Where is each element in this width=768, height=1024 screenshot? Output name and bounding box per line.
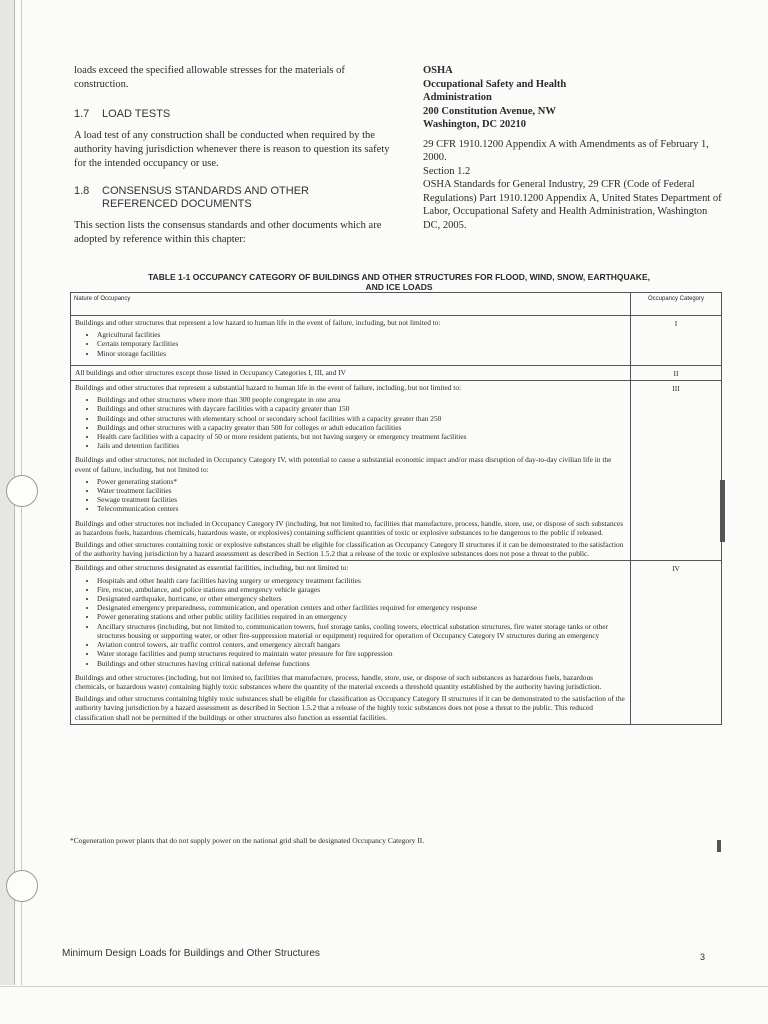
right-column [423, 64, 723, 232]
table-footnote: *Cogeneration power plants that do not supply power on the national grid shall be designated Occupancy Category II. [70, 836, 425, 845]
nature-cell: Buildings and other structures designated as essential facilities, including, but not limited to: • Hospitals and other health care facilities having surgery or emergency treatment facilities • Fire, rescue, ambulance, and police stations and emergency vehicle garages • Designated earthquake, hurricane, or other emergency shelters • Designated emergency preparedness, communication, and operation centers and other facilities required for emergency response • Power generating stations and other public utility facilities required in an emergency • Ancillary structures (including, but not limited to, communication towers, fuel storage tanks, cooling towers, electrical substation structures, fire water storage tanks or other structures housing or supporting water, or other fire-suppression material or equipment) required for operation of Occupancy Category IV structures during an emergency • Aviation control towers, air traffic control centers, and emergency aircraft hangars • Water storage facilities and pump structures required to maintain water pressure for fire suppression • Buildings and other structures having critical national defense functions Buildings and other structures (including, but not limited to, facilities that manufacture, process, handle, store, use, or dispose of such substances as hazardous fuels, hazardous chemicals, or hazardous waste) containing highly toxic substances where the quantity of the material exceeds a threshold quantity established by the authority having jurisdiction. Buildings and other structures containing highly toxic substances shall be eligible for classification as Occupancy Category II structures if it can be demonstrated to the satisfaction of the authority having jurisdiction by a hazard assessment as described in Section 1.5.2 that a release of the highly toxic substances does not pose a threat to the public. This reduced classification shall not be permitted if the buildings or other structures also function as essential facilities. [71, 561, 631, 724]
table-row [71, 561, 722, 724]
table-row [71, 365, 722, 380]
category-cell: III [631, 381, 722, 561]
category-cell: IV [631, 561, 722, 724]
cfr-reference: 29 CFR 1910.1200 Appendix A with Amendments as of February 1, 2000. [423, 138, 709, 163]
section-reference: Section 1.2 [423, 165, 471, 177]
punch-hole [6, 475, 38, 507]
bullet-list: • Hospitals and other health care facilities having surgery or emergency treatment facilities • Fire, rescue, ambulance, and police stations and emergency vehicle garages • Designated earthquake, hurricane, or other emergency shelters • Designated emergency preparedness, communication, and operation centers and other facilities required for emergency response • Power generating stations and other public utility facilities required in an emergency • Ancillary structures (including, but not limited to, communication towers, fuel storage tanks, cooling towers, electrical substation structures, fire water storage tanks or other structures housing or supporting water, or other fire-suppression material or equipment) required for operation of Occupancy Category IV structures during an emergency • Aviation control towers, air traffic control centers, and emergency aircraft hangars • Water storage facilities and pump structures required to maintain water pressure for fire suppression • Buildings and other structures having critical national defense functions [97, 576, 626, 668]
page-bottom-edge [0, 986, 768, 987]
nature-cell: Buildings and other structures that represent a substantial hazard to human life in the event of failure, including, but not limited to: • Buildings and other structures where more than 300 people congregate in one area • Buildings and other structures with daycare facilities with a capacity greater than 150 • Buildings and other structures with elementary school or secondary school facilities with a capacity greater than 250 • Buildings and other structures with a capacity greater than 500 for colleges or adult education facilities • Health care facilities with a capacity of 50 or more resident patients, but not having surgery or emergency treatment facilities • Jails and detention facilities Buildings and other structures, not included in Occupancy Category IV, with potential to cause a substantial economic impact and/or mass disruption of day-to-day civilian life in the event of failure, including, but not limited to: • Power generating stations* • Water treatment facilities • Sewage treatment facilities • Telecommunication centers Buildings and other structures not included in Occupancy Category IV (including, but not limited to, facilities that manufacture, process, handle, store, use, or dispose of such substances as hazardous fuels, hazardous chemicals, hazardous waste, or explosives) containing sufficient quantities of toxic or explosive substances to be dangerous to the public if released. Buildings and other structures containing toxic or explosive substances shall be eligible for classification as Occupancy Category II structures if it can be demonstrated to the satisfaction of the authority having jurisdiction by a hazard assessment as described in Section 1.5.2 that a release of the toxic or explosive substances does not pose a threat to the public. [71, 381, 631, 561]
bullet-list: • Power generating stations* • Water treatment facilities • Sewage treatment facilities • Telecommunication centers [97, 477, 626, 514]
section-1-8-body: This section lists the consensus standards and other documents which are adopted by reference within this chapter: [74, 220, 382, 245]
section-1-7-body: A load test of any construction shall be conducted when required by the authority having jurisdiction whenever there is reason to question its safety for the intended occupancy or use. [74, 130, 390, 169]
table-row [71, 316, 722, 366]
intro-text: loads exceed the specified allowable stresses for the materials of construction. [74, 65, 345, 90]
nature-column-header: Nature of Occupancy [71, 293, 631, 316]
page-number: 3 [700, 952, 706, 962]
category-column-header: Occupancy Category [631, 293, 722, 316]
bullet-list: • Agricultural facilities • Certain temporary facilities • Minor storage facilities [97, 330, 626, 358]
punch-hole [6, 870, 38, 902]
occupancy-category-table [70, 292, 722, 725]
left-column [74, 64, 394, 247]
section-1-8-heading: 1.8 CONSENSUS STANDARDS AND OTHER REFERENCED DOCUMENTS [74, 185, 309, 210]
table-row [71, 381, 722, 561]
table-header-row [71, 293, 722, 316]
section-1-7-heading: 1.7 LOAD TESTS [74, 108, 171, 120]
scan-mark [717, 840, 721, 852]
nature-cell: Buildings and other structures that represent a low hazard to human life in the event of failure, including, but not limited to: • Agricultural facilities • Certain temporary facilities • Minor storage facilities [71, 316, 631, 366]
osha-address-block: OSHA Occupational Safety and Health Administration 200 Constitution Avenue, NW Washington, DC 20210 [423, 65, 567, 130]
category-cell: I [631, 316, 722, 366]
category-cell: II [631, 365, 722, 380]
footer-title: Minimum Design Loads for Buildings and Other Structures [62, 948, 320, 959]
osha-standards-reference: OSHA Standards for General Industry, 29 CFR (Code of Federal Regulations) Part 1910.1200 Appendix A, United States Department of Labor, Occupational Safety and Health Administration, Washington DC, 2005. [423, 179, 722, 231]
table-title: TABLE 1-1 OCCUPANCY CATEGORY OF BUILDINGS AND OTHER STRUCTURES FOR FLOOD, WIND, SNOW, EARTHQUAKE, AND ICE LOADS [148, 272, 650, 292]
bullet-list: • Buildings and other structures where more than 300 people congregate in one area • Buildings and other structures with daycare facilities with a capacity greater than 150 • Buildings and other structures with elementary school or secondary school facilities with a capacity greater than 250 • Buildings and other structures with a capacity greater than 500 for colleges or adult education facilities • Health care facilities with a capacity of 50 or more resident patients, but not having surgery or emergency treatment facilities • Jails and detention facilities [97, 395, 626, 450]
nature-cell: All buildings and other structures except those listed in Occupancy Categories I, III, and IV [71, 365, 631, 380]
